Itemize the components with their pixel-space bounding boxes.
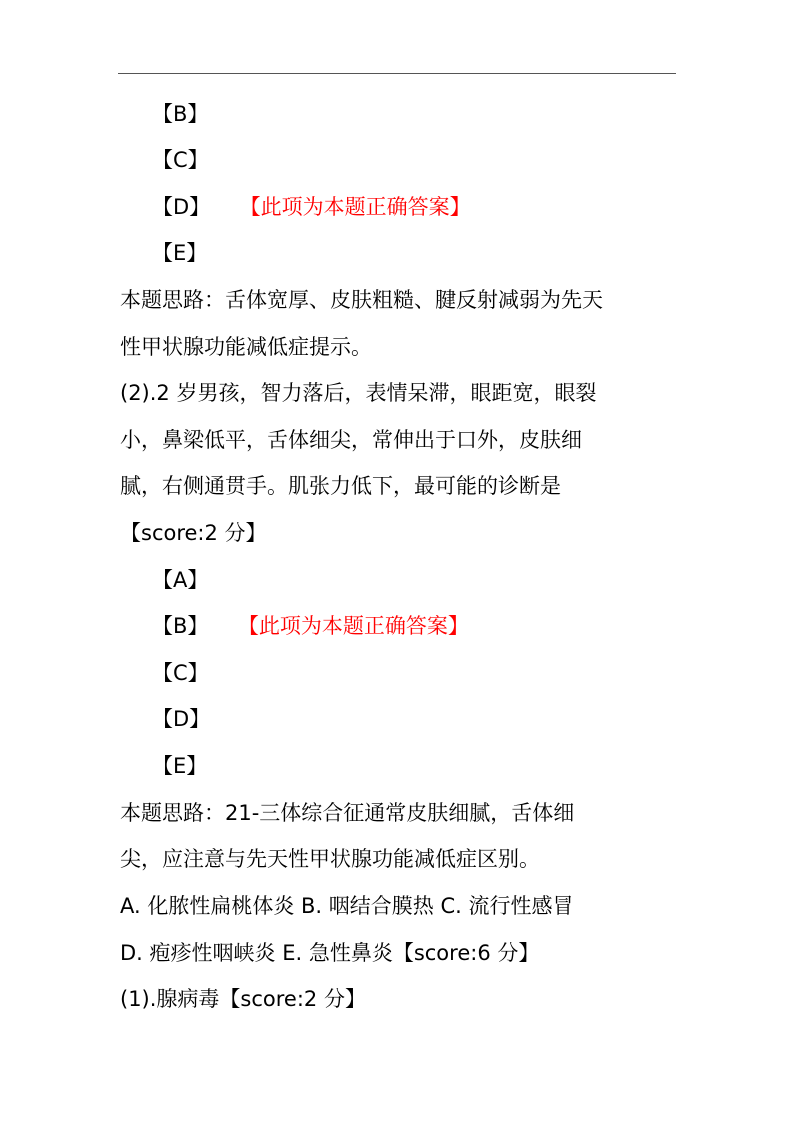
question-stem: (2).2 岁男孩，智力落后，表情呆滞，眼距宽，眼裂 <box>120 381 597 405</box>
correct-answer-mark: 【此项为本题正确答案】 <box>250 195 471 219</box>
option-e[interactable] <box>152 238 207 268</box>
question-score: 【score:2 分】 <box>120 521 267 545</box>
option-label: 【B】 <box>152 102 209 126</box>
option-c[interactable] <box>152 145 209 175</box>
analysis-text: 性甲状腺功能减低症提示。 <box>120 335 372 359</box>
header-rule <box>118 73 676 74</box>
option-e[interactable] <box>152 751 207 781</box>
option-label: 【C】 <box>152 661 209 685</box>
analysis-text: 本题思路：舌体宽厚、皮肤粗糙、腱反射减弱为先天 <box>120 288 603 312</box>
option-label: 【A】 <box>152 568 209 592</box>
choice-list: A. 化脓性扁桃体炎 B. 咽结合膜热 C. 流行性感冒 <box>120 894 574 918</box>
option-a[interactable] <box>152 565 208 595</box>
question-stem: 小，鼻梁低平，舌体细尖，常伸出于口外，皮肤细 <box>120 428 582 452</box>
option-label: 【B】 <box>152 614 209 638</box>
option-label: 【D】 <box>152 707 211 731</box>
option-label: 【E】 <box>152 754 208 778</box>
option-d[interactable] <box>152 704 210 734</box>
option-c[interactable] <box>152 658 209 688</box>
option-b[interactable] <box>152 611 469 641</box>
option-label: 【E】 <box>152 241 208 265</box>
option-b[interactable] <box>152 99 208 129</box>
option-label: 【D】 <box>152 195 211 219</box>
option-d[interactable] <box>152 192 471 222</box>
analysis-text: 本题思路：21-三体综合征通常皮肤细腻，舌体细 <box>120 801 575 825</box>
analysis-text: 尖，应注意与先天性甲状腺功能减低症区别。 <box>120 847 540 871</box>
sub-question: (1).腺病毒【score:2 分】 <box>120 987 366 1011</box>
question-stem: 腻，右侧通贯手。肌张力低下，最可能的诊断是 <box>120 474 561 498</box>
correct-answer-mark: 【此项为本题正确答案】 <box>248 614 469 638</box>
option-label: 【C】 <box>152 148 209 172</box>
choice-list: D. 疱疹性咽峡炎 E. 急性鼻炎【score:6 分】 <box>120 941 540 965</box>
